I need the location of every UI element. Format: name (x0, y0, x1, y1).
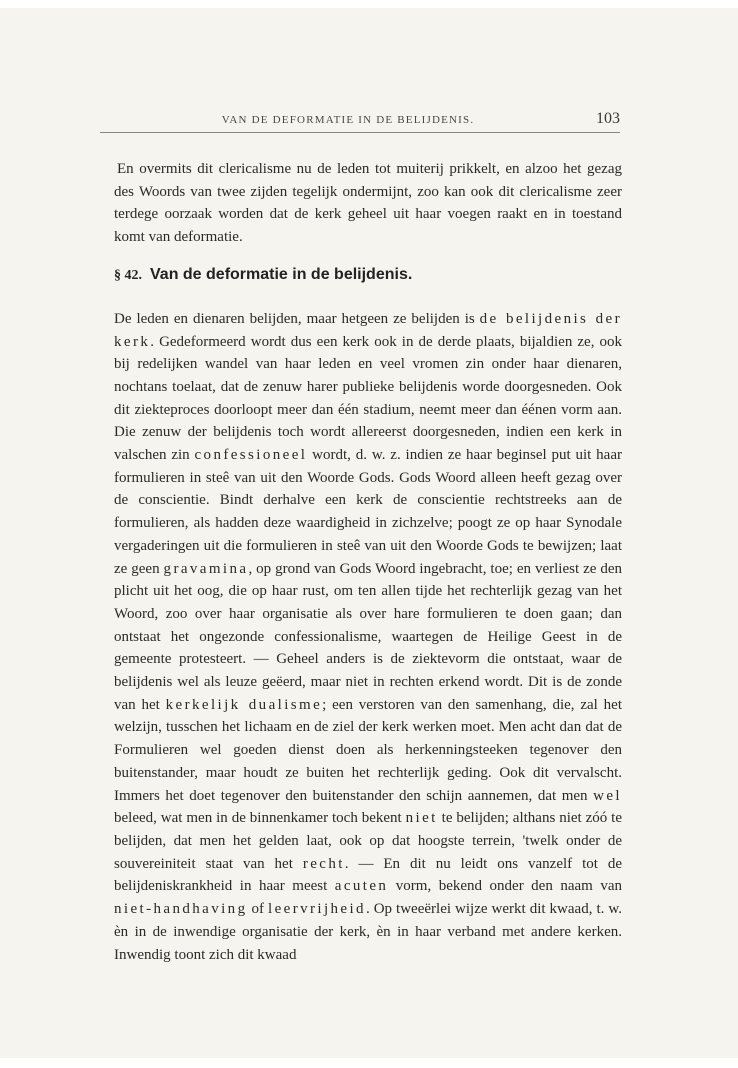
emphasis: acuten (334, 878, 389, 895)
paragraph-main: De leden en dienaren belijden, maar hetgeen ze belijden is de belijdenis der kerk. Gedeformeerd wordt dus een kerk ook in de derde plaats, bijaldien ze, ook bij redelijken wandel van haar leden en veel vromen zin onder haar dienaren, nochtans toelaat, dat de zenuw harer publieke belijdenis worde doorgesneden. Ook dit ziekteproces doorloopt meer dan één stadium, neemt meer dan éénen vorm aan. Die zenuw der belijdenis toch wordt allereerst doorgesneden, indien een kerk in valschen zin confessioneel wordt, d. w. z. indien ze haar beginsel put uit haar formulieren in steê van uit den Woorde Gods. Gods Woord alleen heeft gezag over de conscientie. Bindt derhalve een kerk de conscientie rechtstreeks aan de formulieren, als hadden deze waardigheid in zichzelve; poogt ze op haar Synodale vergaderingen uit die formulieren in steê van uit den Woorde Gods te bewijzen; laat ze geen gravamina, op grond van Gods Woord ingebracht, toe; en verliest ze den plicht uit het oog, die op haar rust, om ten allen tijde het rechterlijk gezag van het Woord, zoo over haar organisatie als over hare formulieren te doen gaan; dan ontstaat het ongezonde confessionalisme, waartegen de Heilige Geest in de gemeente protesteert. — Geheel anders is de ziektevorm die ontstaat, waar de belijdenis wel als leuze geëerd, maar niet in rechten erkend wordt. Dit is de zonde van het kerkelijk dualisme; een verstoren van den samenhang, die, zal het welzijn, tusschen het lichaam en de ziel der kerk werken moet. Men acht dan dat de Formulieren wel goeden dienst doen als herkenningsteeken tegenover den buitenstander, maar houdt ze buiten het rechterlijk geding. Ook dit vervalscht. Immers het doet tegenover den buitenstander den schijn aannemen, dat men wel beleed, wat men in de binnenkamer toch bekent niet te belijden; althans niet zóó te belijden, dat men het gelden laat, ook op dat hoogste terrein, 'twelk onder de souvereiniteit staat van het recht. — En dit nu leidt ons vanzelf tot de belijdeniskrankheid in haar meest acuten vorm, bekend onder den naam van niet-handhaving of leervrijheid. Op tweeërlei wijze werkt dit kwaad, t. w. èn in de inwendige organisatie der kerk, èn in haar verband met andere kerken. Inwendig toont zich dit kwaad (114, 310, 623, 963)
emphasis: recht (302, 855, 345, 872)
header-rule (100, 132, 620, 133)
running-title: VAN DE DEFORMATIE IN DE BELIJDENIS. (221, 114, 475, 126)
paragraph-intro: En overmits dit clericalisme nu de leden tot muiterij prikkelt, en alzoo het gezag des Woords van twee zijden tegelijk ondermijnt, zoo kan ook dit clericalisme zeer terdege oorzaak worden dat de kerk geheel uit haar voegen raakt en in toestand komt van deformatie. (114, 161, 622, 246)
emphasis: kerkelijk dualisme (165, 696, 323, 713)
page-header (100, 110, 620, 128)
body-text (114, 158, 622, 966)
emphasis: gravamina (163, 560, 249, 577)
section-number: § 42. (114, 267, 142, 283)
emphasis: leervrijheid (268, 901, 366, 918)
emphasis: de belijdenis der kerk (114, 310, 623, 350)
emphasis: niet (405, 810, 438, 827)
emphasis: niet-handhaving (114, 901, 248, 918)
emphasis: confessioneel (194, 447, 308, 464)
emphasis: wel (593, 787, 622, 804)
book-page (0, 8, 738, 1058)
section-title: Van de deformatie in de belijdenis. (150, 265, 413, 283)
page-number: 103 (596, 110, 620, 127)
section-heading (114, 264, 622, 287)
